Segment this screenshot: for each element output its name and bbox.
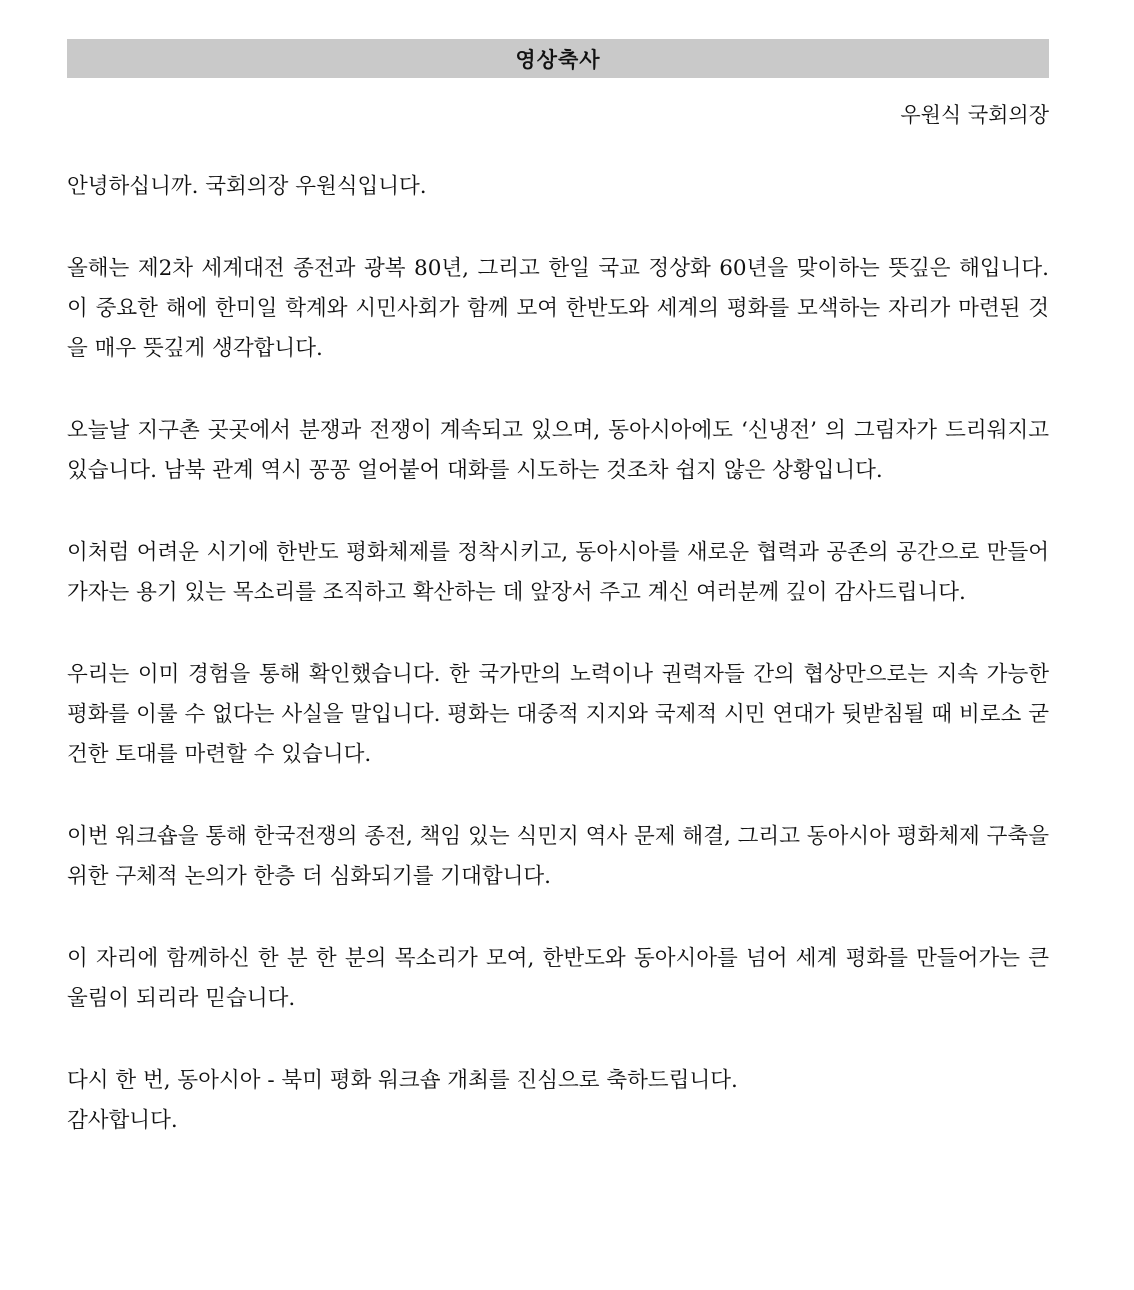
body-paragraph: 이처럼 어려운 시기에 한반도 평화체제를 정착시키고, 동아시아를 새로운 협력과 공존의 공간으로 만들어가자는 용기 있는 목소리를 조직하고 확산하는 데 앞장서 주고 계신 여러분께 깊이 감사드립니다. <box>67 540 1049 605</box>
closing-line: 다시 한 번, 동아시아 - 북미 평화 워크숍 개최를 진심으로 축하드립니다. <box>67 1068 738 1093</box>
body-paragraph: 이번 워크숍을 통해 한국전쟁의 종전, 책임 있는 식민지 역사 문제 해결, 그리고 동아시아 평화체제 구축을 위한 구체적 논의가 한층 더 심화되기를 기대합니다. <box>67 824 1049 889</box>
body-paragraph: 오늘날 지구촌 곳곳에서 분쟁과 전쟁이 계속되고 있으며, 동아시아에도 ‘신냉전’ 의 그림자가 드리워지고 있습니다. 남북 관계 역시 꽁꽁 얼어붙어 대화를 시도하는 것조차 쉽지 않은 상황입니다. <box>67 418 1049 483</box>
body-paragraph: 올해는 제2차 세계대전 종전과 광복 80년, 그리고 한일 국교 정상화 60년을 맞이하는 뜻깊은 해입니다. 이 중요한 해에 한미일 학계와 시민사회가 함께 모여 한반도와 세계의 평화를 모색하는 자리가 마련된 것을 매우 뜻깊게 생각합니다. <box>67 256 1049 361</box>
document-title: 영상축사 <box>515 47 601 72</box>
body-paragraph: 우리는 이미 경험을 통해 확인했습니다. 한 국가만의 노력이나 권력자들 간의 협상만으로는 지속 가능한 평화를 이룰 수 없다는 사실을 말입니다. 평화는 대중적 지지와 국제적 시민 연대가 뒷받침될 때 비로소 굳건한 토대를 마련할 수 있습니다. <box>67 662 1049 767</box>
greeting-paragraph: 안녕하십니까. 국회의장 우원식입니다. <box>67 174 427 199</box>
speaker-name: 우원식 국회의장 <box>900 103 1049 127</box>
body-paragraph: 이 자리에 함께하신 한 분 한 분의 목소리가 모여, 한반도와 동아시아를 넘어 세계 평화를 만들어가는 큰 울림이 되리라 믿습니다. <box>67 946 1049 1011</box>
title-bar <box>67 39 1049 78</box>
document-page <box>67 39 1049 1141</box>
closing-thanks: 감사합니다. <box>67 1108 178 1133</box>
